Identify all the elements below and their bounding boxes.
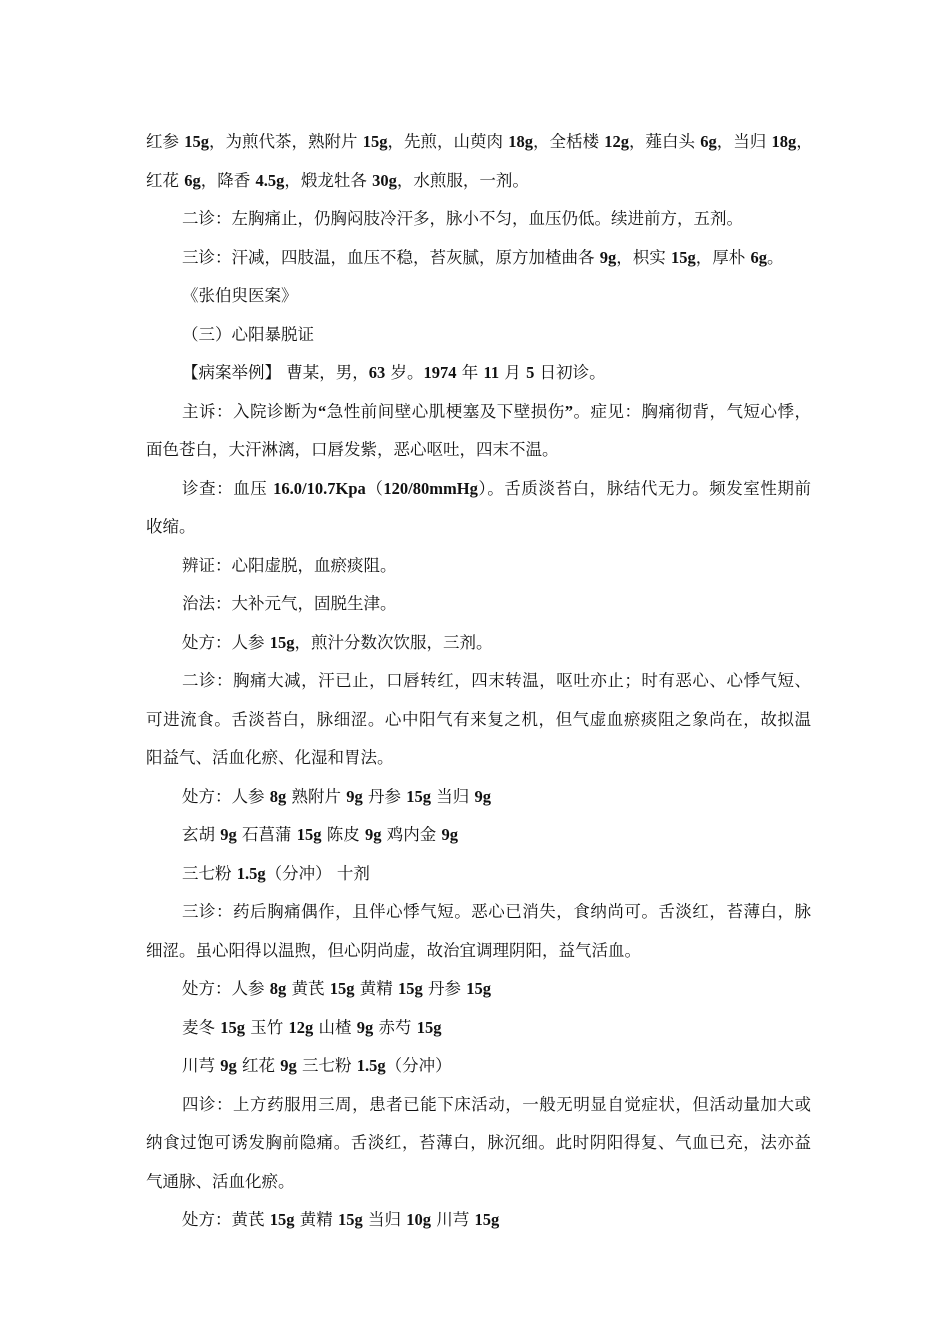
text-line	[146, 975, 811, 1014]
text-run-bold: 9g	[474, 786, 491, 806]
text-run-bold: 18g	[771, 132, 797, 151]
text-run: （	[365, 478, 384, 498]
text-line	[146, 783, 811, 822]
text-line	[146, 706, 811, 745]
text-run: 玉竹	[245, 1017, 289, 1037]
text-run: 熟附片	[286, 786, 347, 806]
text-run: ，降香	[200, 170, 256, 190]
text-run-bold: 15g	[296, 825, 322, 844]
text-line	[146, 167, 811, 206]
text-run-bold: 15g	[269, 632, 295, 652]
text-run: 玄胡	[182, 825, 221, 844]
text-run: 二诊：左胸痛止，仍胸闷肢冷汗多，脉小不匀，血压仍低。续进前方，五剂。	[182, 209, 743, 228]
text-run-bold: 9g	[280, 1056, 297, 1075]
text-run: ，为煎代茶，熟附片	[209, 132, 363, 151]
text-run: 黄精	[354, 979, 398, 998]
text-run: 处方：人参	[182, 979, 270, 998]
text-run: 山楂	[313, 1017, 357, 1037]
text-run: 川芎	[182, 1056, 221, 1075]
text-run: 阳益气、活血化瘀、化湿和胃法。	[146, 748, 394, 767]
text-run: ，先煎，山萸肉	[387, 132, 509, 151]
text-run-bold: 9g	[599, 247, 617, 267]
text-run-bold: 15g	[671, 247, 696, 267]
text-run-bold: 9g	[356, 1017, 374, 1037]
text-run: （分冲）	[385, 1056, 452, 1075]
text-run-bold: 15g	[398, 979, 423, 998]
text-line	[146, 244, 811, 283]
text-run: ）。舌质淡苔白，脉结代无力。频发室性期前	[477, 478, 811, 498]
text-line	[146, 282, 811, 321]
text-run: 红参	[146, 132, 185, 151]
text-run-bold: 6g	[184, 170, 201, 190]
text-line	[146, 590, 811, 629]
text-line	[146, 667, 811, 706]
text-run: 收缩。	[146, 517, 196, 536]
text-line	[146, 629, 811, 668]
text-line	[146, 359, 811, 398]
text-run: ，水煎服，一剂。	[396, 170, 529, 190]
text-line	[146, 205, 811, 244]
text-run: ，全栝楼	[533, 132, 605, 151]
text-run-bold: 15g	[184, 132, 209, 151]
text-run: 年	[456, 363, 484, 382]
text-line	[146, 1091, 811, 1130]
text-line	[146, 398, 811, 437]
text-run-bold: 9g	[441, 825, 458, 844]
text-run: 面色苍白，大汗淋漓，口唇发紫，恶心呕吐，四末不温。	[146, 440, 559, 459]
text-run: 处方：人参	[182, 632, 270, 652]
text-run-bold: 10g	[406, 1210, 431, 1229]
text-run-bold: 15g	[406, 786, 431, 806]
text-run: 陈皮	[321, 825, 365, 844]
text-run-bold: 1974	[423, 363, 457, 382]
text-run: 岁。	[385, 363, 424, 382]
text-run: 辨证：心阳虚脱，血瘀痰阻。	[182, 555, 397, 575]
text-run: 《张伯臾医案》	[182, 286, 298, 305]
text-run: 处方：黄芪	[182, 1210, 270, 1229]
text-run: 川芎	[431, 1210, 475, 1229]
text-run-bold: 6g	[700, 132, 717, 151]
text-run: （分冲） 十剂	[265, 863, 370, 883]
text-line	[146, 821, 811, 860]
text-run: 黄精	[294, 1210, 338, 1229]
text-run: 四诊：上方药服用三周，患者已能下床活动，一般无明显自觉症状，但活动量加大或	[182, 1094, 811, 1114]
text-run-bold: 15g	[362, 132, 388, 151]
text-run: ，枳实	[616, 247, 671, 267]
text-run: 丹参	[362, 786, 407, 806]
text-line	[146, 1168, 811, 1207]
text-line	[146, 937, 811, 976]
text-run-bold: 120/80mmHg	[383, 478, 478, 498]
text-run: 鸡内金	[381, 825, 442, 844]
text-run: ，薤白头	[629, 132, 701, 151]
text-run: 急性前间壁心肌梗塞及下壁损伤	[326, 401, 565, 421]
text-run-bold: 4.5g	[255, 170, 285, 190]
text-run: 月	[499, 363, 527, 382]
text-run: 当归	[431, 786, 475, 806]
text-run: 三七粉	[182, 863, 237, 883]
text-run-bold: 9g	[365, 825, 382, 844]
text-run-bold: 15g	[329, 979, 355, 998]
text-line	[146, 744, 811, 783]
text-run: ，煎汁分数次饮服，三剂。	[294, 632, 493, 652]
text-run: 三七粉	[296, 1056, 357, 1075]
text-run: 三诊：汗减，四肢温，血压不稳，苔灰腻，原方加楂曲各	[182, 247, 600, 267]
text-run: 红花	[146, 170, 185, 190]
document-body	[146, 128, 811, 1245]
text-run-bold: 1.5g	[236, 863, 266, 883]
text-line	[146, 898, 811, 937]
text-run: 治法：大补元气，固脱生津。	[182, 594, 397, 613]
text-line	[146, 1206, 811, 1245]
text-run: 石菖蒲	[236, 825, 297, 844]
text-run-bold: 18g	[508, 132, 533, 151]
text-run: 红花	[236, 1056, 281, 1075]
text-run-bold: 15g	[466, 979, 491, 998]
text-line	[146, 860, 811, 899]
text-run: 。症见：胸痛彻背，气短心悸，	[573, 401, 811, 421]
text-run-bold: 12g	[604, 132, 629, 151]
text-run: 。	[767, 247, 784, 267]
text-line	[146, 552, 811, 591]
text-run-bold: 63	[368, 363, 386, 382]
text-run: 黄芪	[286, 979, 330, 998]
text-run: 三诊：药后胸痛偶作，且伴心悸气短。恶心已消失，食纳尚可。舌淡红，苔薄白，脉	[182, 902, 811, 921]
text-run-bold: 9g	[220, 1056, 237, 1075]
text-run-bold: 12g	[288, 1017, 314, 1037]
text-run-bold: 6g	[750, 247, 767, 267]
text-run-bold: 16.0/10.7Kpa	[273, 478, 366, 498]
text-run-bold: 11	[483, 363, 500, 382]
text-line	[146, 321, 811, 360]
text-run-bold: 15g	[269, 1210, 295, 1229]
text-run: 细涩。虽心阳得以温煦，但心阴尚虚，故治宜调理阴阳，益气活血。	[146, 940, 641, 960]
text-run: 麦冬	[182, 1017, 221, 1037]
text-run: 【病案举例】 曹某，男，	[182, 363, 369, 382]
text-run: 气通脉、活血化瘀。	[146, 1171, 295, 1191]
text-run: ，煅龙牡各	[284, 170, 373, 190]
text-run-bold: 5	[526, 363, 535, 382]
text-run: ，当归	[716, 132, 772, 151]
text-run: 纳食过饱可诱发胸前隐痛。舌淡红，苔薄白，脉沉细。此时阴阳得复、气血已充，法亦益	[146, 1133, 811, 1152]
text-line	[146, 436, 811, 475]
text-run: 主诉：入院诊断为	[182, 401, 318, 421]
text-run-bold: 15g	[220, 1017, 245, 1037]
text-run-bold: “	[318, 401, 327, 421]
text-run: 日初诊。	[534, 363, 606, 382]
text-run-bold: 9g	[346, 786, 363, 806]
text-line	[146, 1052, 811, 1091]
text-line	[146, 513, 811, 552]
text-run-bold: 15g	[474, 1210, 500, 1229]
text-run: ，厚朴	[695, 247, 751, 267]
text-run: 可进流食。舌淡苔白，脉细涩。心中阳气有来复之机，但气虚血瘀痰阻之象尚在，故拟温	[146, 709, 811, 729]
text-run-bold: 9g	[220, 825, 237, 844]
text-run: ，	[796, 132, 813, 151]
text-line	[146, 128, 811, 167]
text-run-bold: 30g	[372, 170, 397, 190]
text-run: 诊查：血压	[182, 478, 274, 498]
text-line	[146, 1014, 811, 1053]
text-run-bold: 8g	[269, 979, 287, 998]
text-run-bold: ”	[564, 401, 573, 421]
text-run: 二诊：胸痛大减，汗已止，口唇转红，四末转温，呕吐亦止；时有恶心、心悸气短、	[182, 671, 811, 690]
text-run: （三）心阳暴脱证	[182, 324, 314, 344]
text-run-bold: 15g	[416, 1017, 442, 1037]
text-run-bold: 8g	[269, 786, 287, 806]
text-line	[146, 475, 811, 514]
text-run: 当归	[362, 1210, 407, 1229]
text-line	[146, 1129, 811, 1168]
text-run: 丹参	[422, 979, 467, 998]
text-run-bold: 15g	[338, 1210, 363, 1229]
text-run-bold: 1.5g	[356, 1056, 386, 1075]
text-run: 处方：人参	[182, 786, 270, 806]
text-run: 赤芍	[373, 1017, 417, 1037]
